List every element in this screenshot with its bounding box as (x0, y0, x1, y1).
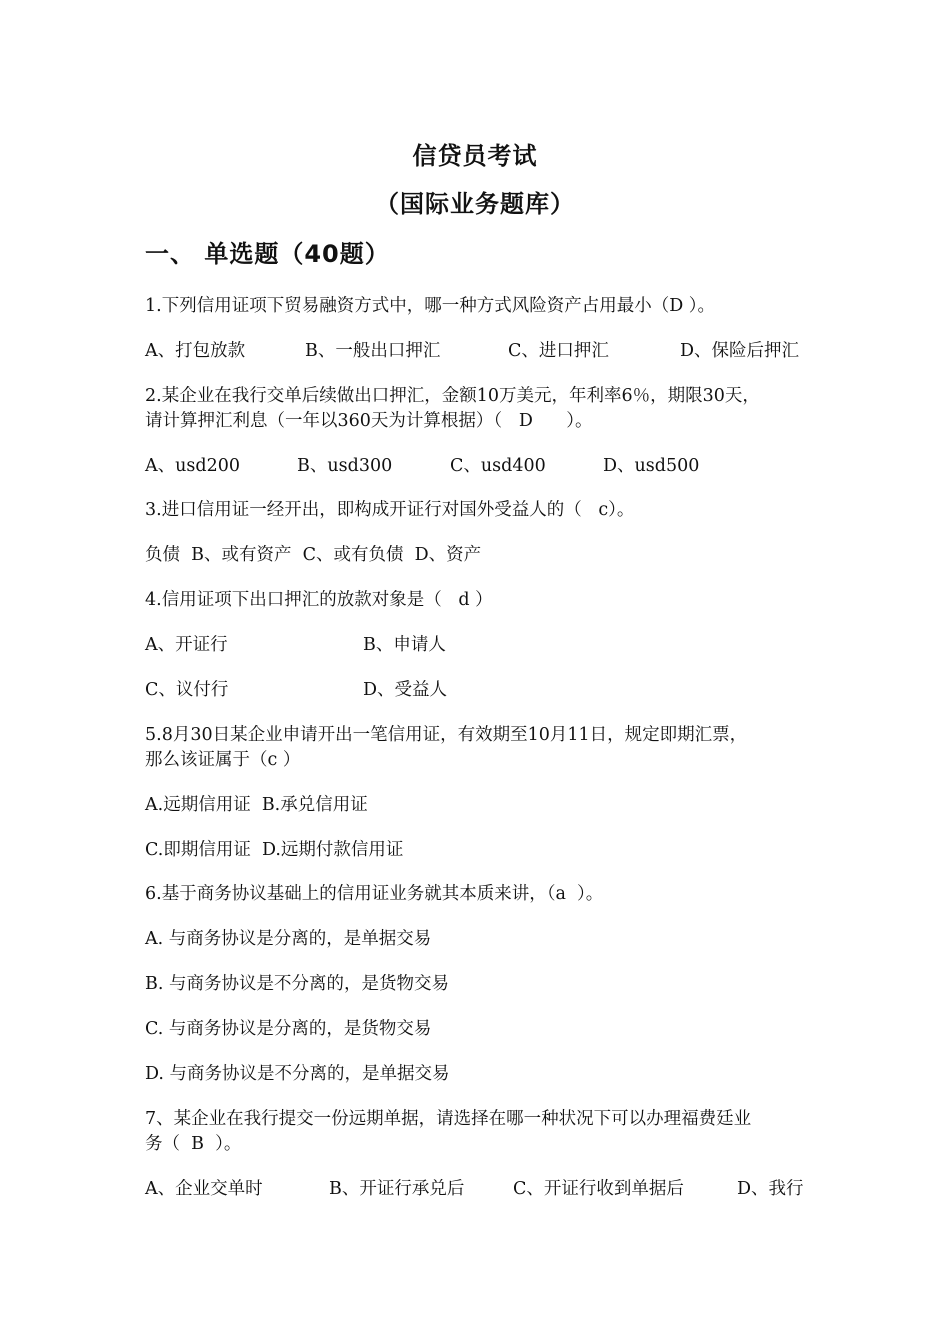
question-6-option-d: D. 与商务协议是不分离的，是单据交易 (145, 1064, 450, 1084)
option-a: A、打包放款 (145, 341, 246, 361)
question-3-options: 负债 B、或有资产 C、或有负债 D、资产 (145, 545, 482, 565)
option-d: D、usd500 (603, 456, 700, 476)
question-5-stem-line-1: 5.8月30日某企业申请开出一笔信用证，有效期至10月11日，规定即期汇票， (145, 725, 748, 745)
question-1-stem: 1.下列信用证项下贸易融资方式中，哪一种方式风险资产占用最小（D ）。 (145, 296, 716, 316)
option-b: B、开证行承兑后 (329, 1179, 465, 1199)
option-d: D、保险后押汇 (680, 341, 800, 361)
question-4-options-row-2 (145, 677, 825, 703)
doc-subtitle: （国际业务题库） (375, 190, 575, 218)
question-7-stem-line-1: 7、某企业在我行提交一份远期单据，请选择在哪一种状况下可以办理福费廷业 (145, 1109, 752, 1129)
question-6-stem: 6.基于商务协议基础上的信用证业务就其本质来讲，（a ）。 (145, 884, 604, 904)
option-b: B、usd300 (297, 456, 393, 476)
option-c: C、进口押汇 (508, 341, 609, 361)
question-2-options (145, 453, 825, 479)
option-a: A、usd200 (145, 456, 240, 476)
option-a: A、开证行 (145, 635, 228, 655)
question-6-option-c: C. 与商务协议是分离的，是货物交易 (145, 1019, 432, 1039)
option-d: D、受益人 (363, 680, 448, 700)
option-d: D、我行 (737, 1179, 804, 1199)
doc-title: 信贷员考试 (412, 142, 538, 170)
option-c: C、usd400 (450, 456, 546, 476)
question-1-options (145, 338, 825, 364)
option-b: B、一般出口押汇 (305, 341, 441, 361)
option-c: C、议付行 (145, 680, 229, 700)
question-2-stem-line-1: 2.某企业在我行交单后续做出口押汇，金额10万美元，年利率6％，期限30天， (145, 386, 760, 406)
question-7-stem-line-2: 务（ B ）。 (145, 1134, 242, 1154)
question-4-options-row-1 (145, 632, 825, 658)
question-2-stem-line-2: 请计算押汇利息（一年以360天为计算根据）（ D ）。 (145, 411, 593, 431)
question-5-options-row-2: C.即期信用证 D.远期付款信用证 (145, 840, 404, 860)
question-4-stem: 4.信用证项下出口押汇的放款对象是（ d ） (145, 590, 493, 610)
question-5-options-row-1: A.远期信用证 B.承兑信用证 (145, 795, 368, 815)
question-3-stem: 3.进口信用证一经开出，即构成开证行对国外受益人的（ c）。 (145, 500, 635, 520)
question-5-stem-line-2: 那么该证属于（c ） (145, 750, 301, 770)
option-a: A、企业交单时 (145, 1179, 263, 1199)
section-heading: 一、 单选题（40题） (145, 240, 390, 268)
question-6-option-a: A. 与商务协议是分离的，是单据交易 (145, 929, 432, 949)
option-c: C、开证行收到单据后 (513, 1179, 684, 1199)
question-6-option-b: B. 与商务协议是不分离的，是货物交易 (145, 974, 449, 994)
option-b: B、申请人 (363, 635, 446, 655)
question-7-options (145, 1176, 825, 1202)
